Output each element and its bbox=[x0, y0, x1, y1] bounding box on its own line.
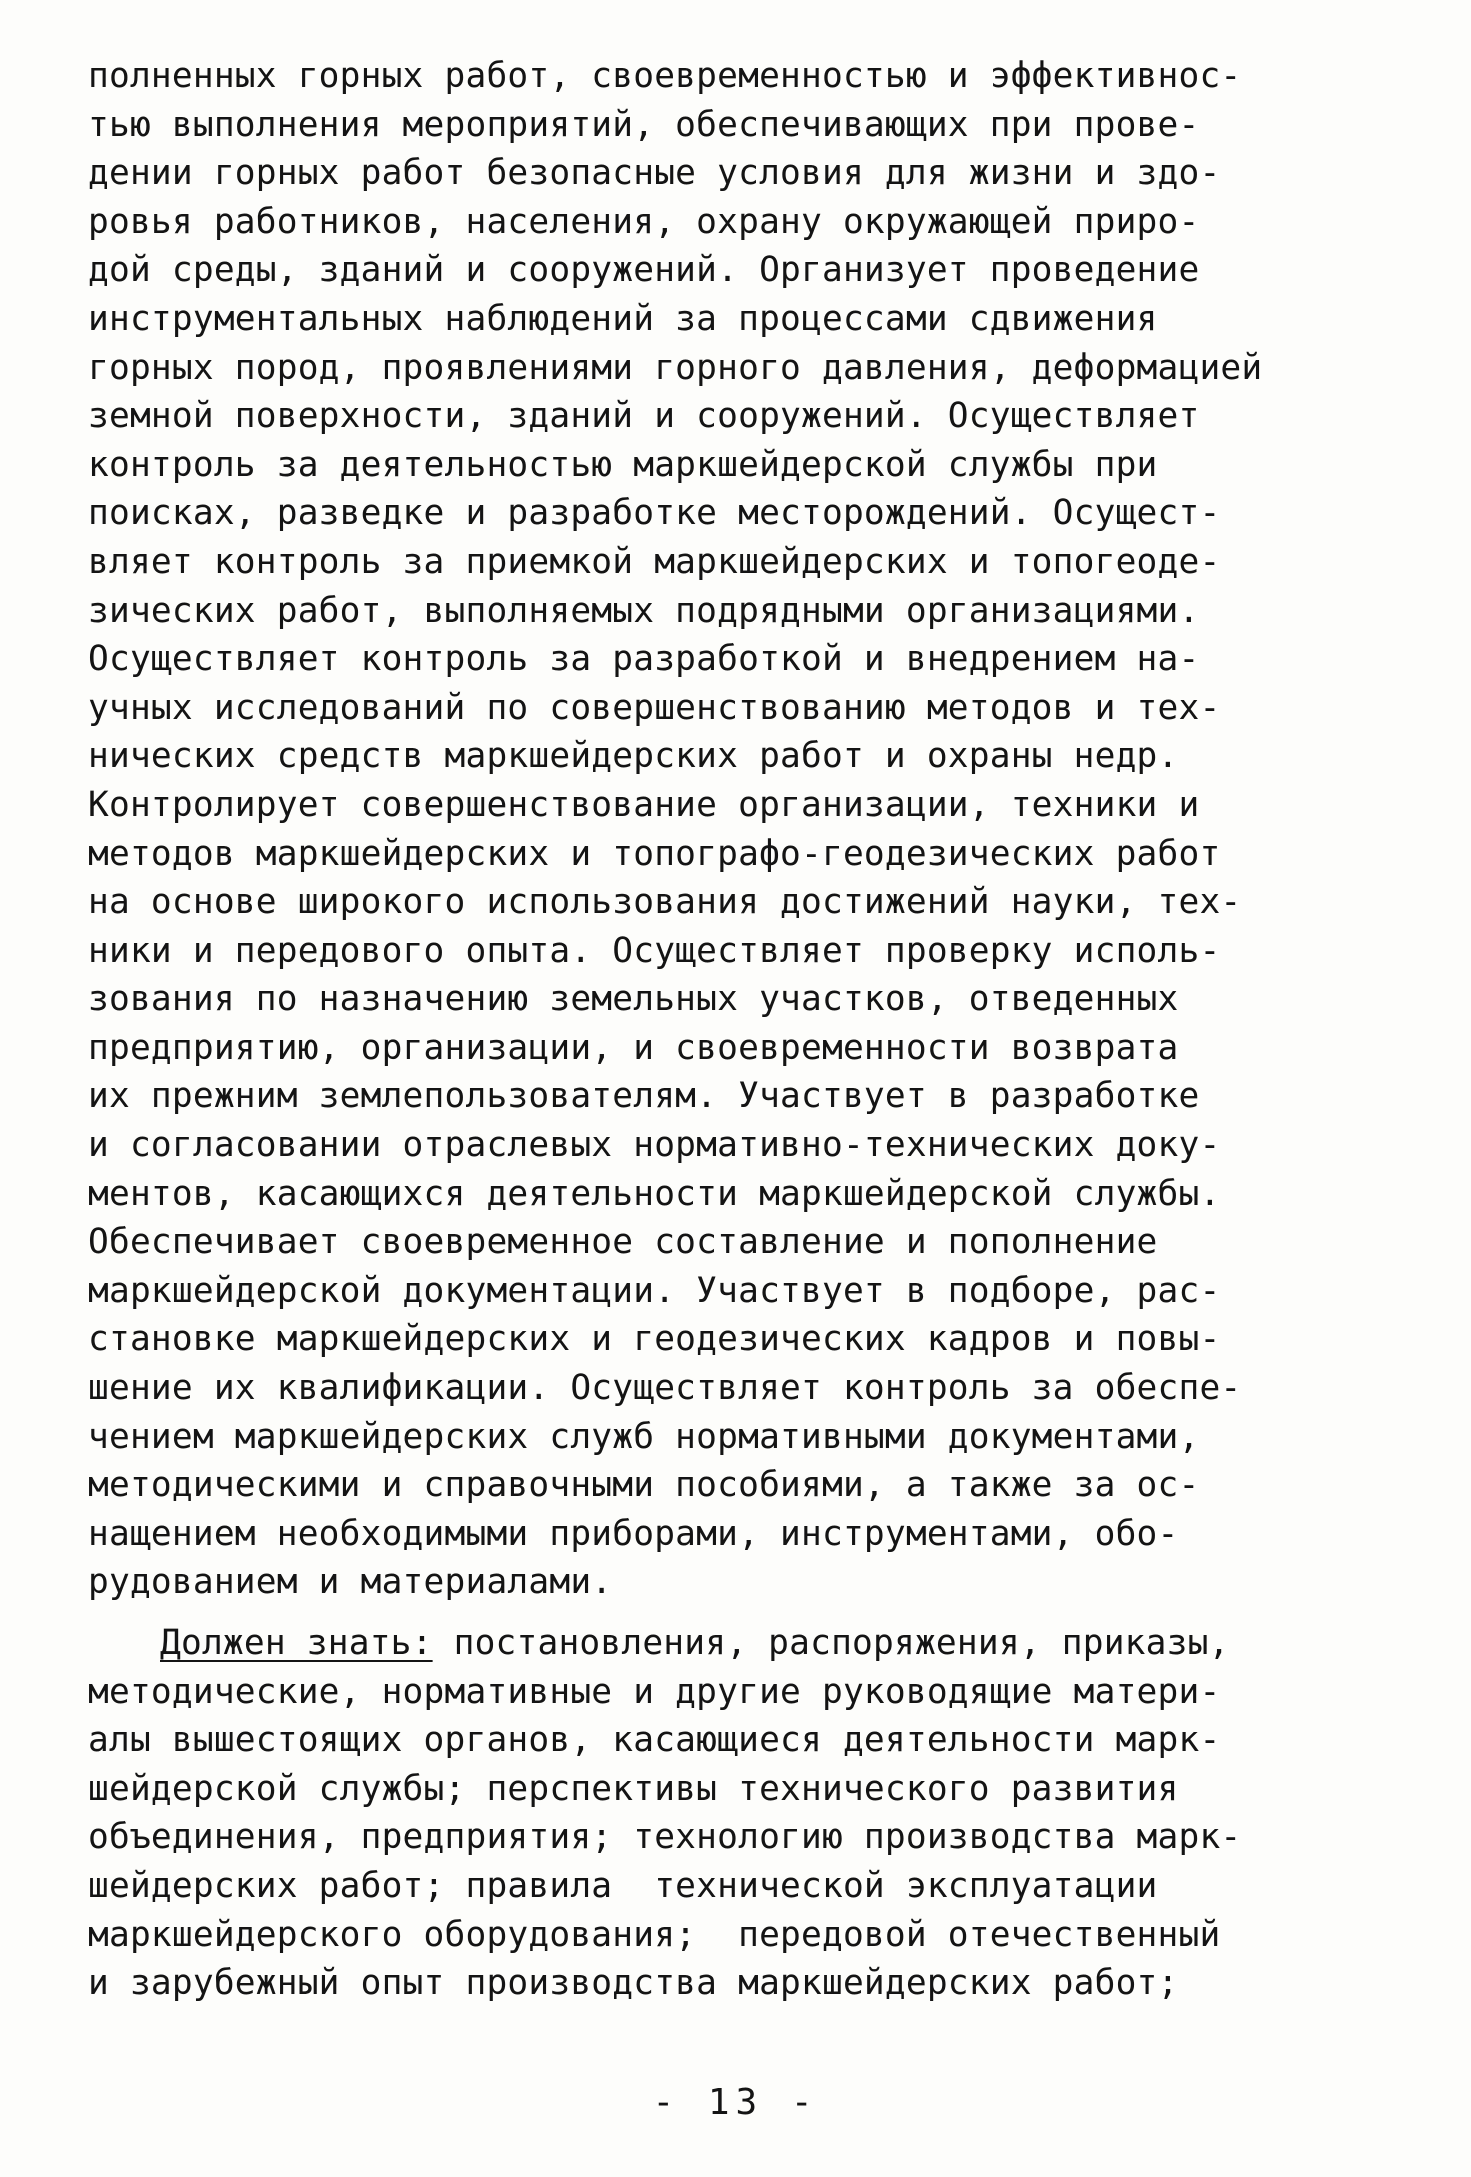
text-line: маркшейдерского оборудования; передовой отечественный bbox=[88, 1914, 1221, 1955]
text-line: горных пород, проявлениями горного давления, деформацией bbox=[88, 347, 1263, 388]
text-line: зования по назначению земельных участков, отведенных bbox=[88, 979, 1179, 1020]
text-line: методов маркшейдерских и топографо-геодезических работ bbox=[88, 833, 1221, 874]
text-line: становке маркшейдерских и геодезических кадров и повы- bbox=[88, 1319, 1221, 1360]
text-line: нащением необходимыми приборами, инструментами, обо- bbox=[88, 1513, 1179, 1554]
text-line: Контролирует совершенствование организации, техники и bbox=[88, 784, 1200, 825]
text-line: тью выполнения мероприятий, обеспечивающих при прове- bbox=[88, 104, 1200, 145]
text-line: зических работ, выполняемых подрядными организациями. bbox=[88, 590, 1200, 631]
must-know-heading: Должен знать: bbox=[160, 1623, 433, 1663]
text-line: методическими и справочными пособиями, а также за ос- bbox=[88, 1465, 1200, 1506]
text-line: объединения, предприятия; технологию производства марк- bbox=[88, 1817, 1242, 1858]
text-line: инструментальных наблюдений за процессами сдвижения bbox=[88, 298, 1158, 339]
text-line: Обеспечивает своевременное составление и пополнение bbox=[88, 1222, 1158, 1263]
text-line: чением маркшейдерских служб нормативными документами, bbox=[88, 1416, 1200, 1457]
text-line: предприятию, организации, и своевременности возврата bbox=[88, 1027, 1179, 1068]
text-line: вляет контроль за приемкой маркшейдерских и топогеоде- bbox=[88, 541, 1221, 582]
text-line: дении горных работ безопасные условия для жизни и здо- bbox=[88, 153, 1221, 194]
text-line: ментов, касающихся деятельности маркшейдерской службы. bbox=[88, 1173, 1221, 1214]
text-line: нических средств маркшейдерских работ и охраны недр. bbox=[88, 736, 1179, 777]
text-line: шейдерской службы; перспективы технического развития bbox=[88, 1768, 1179, 1809]
page-number: - 13 - bbox=[652, 2082, 819, 2123]
text-line: и зарубежный опыт производства маркшейдерских работ; bbox=[88, 1963, 1179, 2004]
text-line: рудованием и материалами. bbox=[88, 1562, 613, 1603]
text-line: шейдерских работ; правила технической эксплуатации bbox=[88, 1865, 1158, 1906]
text-line: контроль за деятельностью маркшейдерской службы при bbox=[88, 444, 1158, 485]
paragraph-duties bbox=[88, 52, 1398, 1607]
text-line: земной поверхности, зданий и сооружений. Осуществляет bbox=[88, 396, 1200, 437]
text-line: поисках, разведке и разработке месторождений. Осущест- bbox=[88, 493, 1221, 534]
text-line: шение их квалификации. Осуществляет контроль за обеспе- bbox=[88, 1368, 1242, 1409]
text-line: дой среды, зданий и сооружений. Организует проведение bbox=[88, 250, 1200, 291]
text-line: алы вышестоящих органов, касающиеся деятельности марк- bbox=[88, 1720, 1221, 1761]
text-line: маркшейдерской документации. Участвует в подборе, рас- bbox=[88, 1270, 1221, 1311]
text-line: ровья работников, населения, охрану окружающей приро- bbox=[88, 201, 1200, 242]
body-text bbox=[88, 52, 1398, 2008]
text-line: учных исследований по совершенствованию методов и тех- bbox=[88, 687, 1221, 728]
text-line: их прежним землепользователям. Участвует в разработке bbox=[88, 1076, 1200, 1117]
paragraph-first-line bbox=[88, 1619, 1398, 1668]
text-line: методические, нормативные и другие руководящие матери- bbox=[88, 1671, 1221, 1712]
text-line: Осуществляет контроль за разработкой и внедрением на- bbox=[88, 639, 1200, 680]
text-line: полненных горных работ, своевременностью и эффективнос- bbox=[88, 56, 1242, 96]
paragraph-must-know bbox=[88, 1619, 1398, 2008]
text-line: ники и передового опыта. Осуществляет проверку исполь- bbox=[88, 930, 1221, 971]
must-know-lines bbox=[88, 1668, 1398, 2008]
text-line: и согласовании отраслевых нормативно-технических доку- bbox=[88, 1125, 1221, 1166]
text-line: на основе широкого использования достижений науки, тех- bbox=[88, 882, 1242, 923]
must-know-first-line-text: постановления, распоряжения, приказы, bbox=[432, 1623, 1230, 1663]
